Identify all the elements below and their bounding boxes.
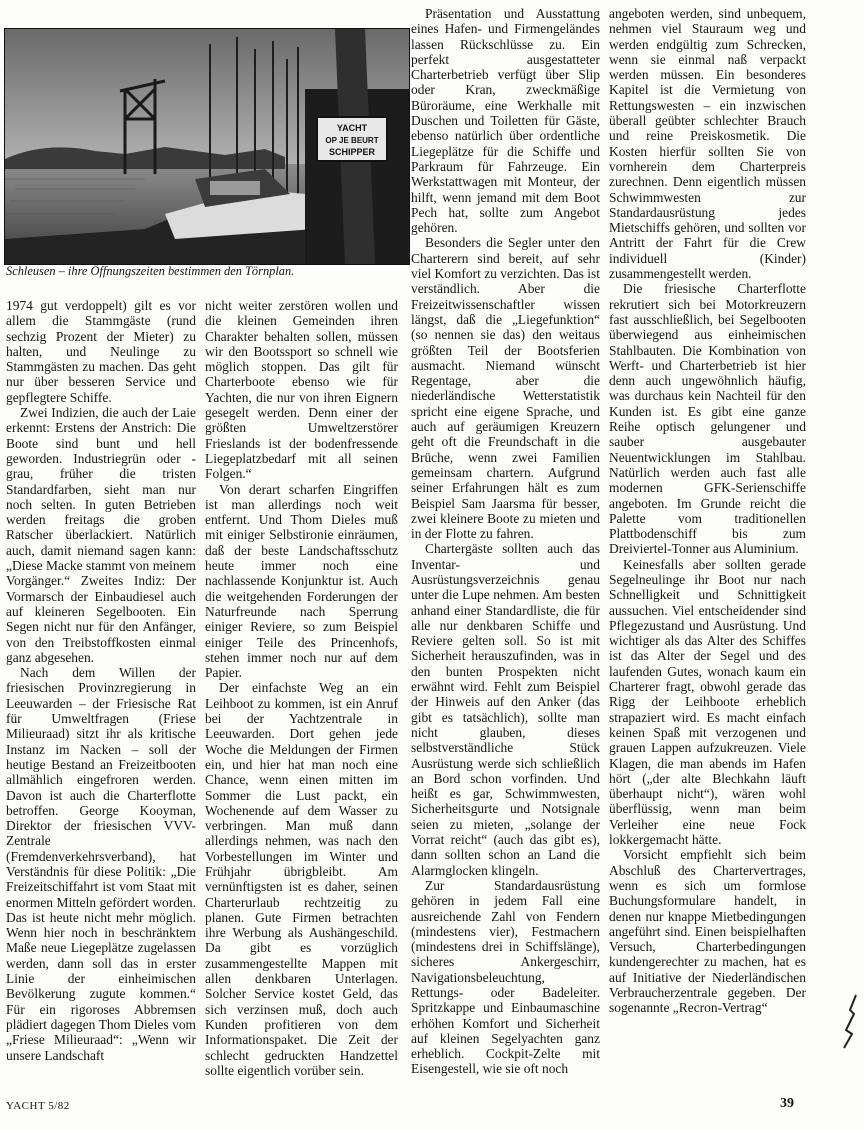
text-column-2 bbox=[205, 298, 398, 1094]
page-number: 39 bbox=[780, 1096, 794, 1111]
paragraph: Der einfachste Weg an ein Leihboot zu kommen, ist ein Anruf bei der Yachtzentrale in Leeuwarden. Dort gehen jede Woche die Meldungen der Firmen ein, und hier hat man noch eine Chance, wenn einen mitten im Sommer die Lust packt, ein Wochenende auf dem Wasser zu verbringen. Man muß dann allerdings nehmen, was nach den Vorbestellungen im Winter und Frühjahr übrigbleibt. Am vernünftigsten ist es daher, seinen Charterurlaub rechtzeitig zu planen. Gute Firmen betrachten ihre Werbung als Aushängeschild. Da gibt es vorzüglich zusammengestellte Mappen mit allen denkbaren Unterlagen. Solcher Service kostet Geld, das sich verzinsen muß, doch auch Kunden profitieren von dem Informationspaket. Die Zeit der schlecht gedruckten Handzettel sollte eigentlich vorüber sein. bbox=[205, 680, 398, 1078]
sign-line-1: YACHT bbox=[336, 123, 368, 133]
paragraph: Vorsicht empfiehlt sich beim Abschluß des Chartervertrages, wenn es sich um formlose Buchungsformulare handelt, in denen nur knappe Mietbedingungen angeführt sind. Einen beispielhaften Versuch, Charterbedingungen kundengerechter zu machen, hat es auf Initiative der Niederländischen Verbraucherzentrale gegeben. Der sogenannte „Recron-Vertrag“ bbox=[609, 847, 806, 1016]
scan-edge-mark bbox=[836, 990, 860, 1050]
paragraph: Von derart scharfen Eingriffen ist man allerdings noch weit entfernt. Und Thom Dieles muß mit einiger Selbstironie einräumen, daß der beste Landschaftsschutz heute immer noch eine nachlassende Konjunktur ist. Auch die weitgehenden Forderungen der Naturfreunde nach Sperrung einiger Reviere, so zum Beispiel einiger Teile des Princenhofs, stehen immer noch nur auf dem Papier. bbox=[205, 481, 398, 681]
photo-caption: Schleusen – ihre Öffnungszeiten bestimmen den Törnplan. bbox=[6, 264, 295, 278]
paragraph: 1974 gut verdoppelt) gilt es vor allem die Stammgäste (rund sechzig Prozent der Mieter) zu halten, und Neulinge zu Stammgästen zu machen. Das geht nur über besseren Service und gepflegtere Schiffe. bbox=[6, 298, 196, 405]
paragraph: Zwei Indizien, die auch der Laie erkennt: Erstens der Anstrich: Die Boote sind bunt und hell geworden. Industriegrün oder -grau, früher die tristen Standardfarben, sieht man nur noch selten. In guten Betrieben werden freitags die groben Ratscher überlackiert. Natürlich auch, damit niemand sagen kann: „Diese Macke stammt von meinem Vorgänger.“ Zweites Indiz: Der Vormarsch der Einbaudiesel auch auf kleineren Segelbooten. Ein Segen nicht nur für den Anfänger, von den Treibstoffkosten einmal ganz abgesehen. bbox=[6, 405, 196, 665]
paragraph: Die friesische Charterflotte rekrutiert sich bei Motorkreuzern fast ausschließlich, bei Segelbooten überwiegend aus einheimischen Stahlbauten. Die Kombination von Werft- und Charterbetrieb ist hier denn auch ungewöhnlich häufig, was durchaus kein Nachteil für den Kunden ist. Es gibt eine ganze Reihe optisch gelungener und sauber ausgebauter Neuentwicklungen im Stahlbau. Natürlich werden auch fast alle modernen GFK-Serienschiffe angeboten. Im Grunde reicht die Palette vom traditionellen Plattbodenschiff bis zum Dreiviertel-Tonner aus Aluminium. bbox=[609, 281, 806, 557]
sign-line-2: OP JE BEURT bbox=[325, 136, 379, 145]
paragraph: nicht weiter zerstören wollen und die kleinen Gemeinden ihren Charakter behalten sollen, müssen wir den Bootssport so schnell wie möglich stoppen. Das gilt für Charterboote ebenso wie für Yachten, die nur von ihren Eignern gesegelt werden. Denn einer der größten Umweltzerstörer Frieslands ist der bodenfressende Liegeplatzbedarf mit all seinen Folgen.“ bbox=[205, 298, 398, 482]
paragraph: Präsentation und Ausstattung eines Hafen- und Firmengeländes lassen Rückschlüsse zu. Ein perfekt ausgestatteter Charterbetrieb verfügt über Slip oder Kran, zweckmäßige Büroräume, eine Werkhalle mit Duschen und Toiletten für Gäste, ebenso natürlich über ordentliche Liegeplätze für die Schiffe und Parkraum für Fahrzeuge. Ein Werkstattwagen mit Monteur, der hilft, wenn jemand mit dem Boot Pech hat, sollte zum Angebot gehören. bbox=[411, 6, 600, 236]
text-column-1 bbox=[6, 298, 196, 1094]
text-column-3 bbox=[411, 6, 600, 1094]
paragraph: Besonders die Segler unter den Charterern sind bereit, auf sehr viel Komfort zu verzichten. Das ist verständlich. Aber die Freizeitwissenschaftler wissen längst, daß die „Liegefunktion“ (so nennen sie das) den weitaus größten Teil der Bootsferien ausmacht. Niemand wünscht Regentage, aber die niederländische Wetterstatistik spricht eine eigene Sprache, und auch auf geräumigen Kreuzern geht oft die Freundschaft in die Brüche, wenn zwei Familien gemeinsam chartern. Aufgrund seiner Erfahrungen hält es zum Beispiel Sam Jaarsma für besser, zwei kleinere Boote zu mieten und in der Flotte zu fahren. bbox=[411, 235, 600, 542]
harbor-photo bbox=[4, 28, 410, 265]
paragraph: Keinesfalls aber sollten gerade Segelneulinge ihr Boot nur nach Schnelligkeit und Schnittigkeit aussuchen. Viel entscheidender sind Pflegezustand und Ausrüstung. Und wichtiger als das Alter des Schiffes ist das Alter der Segel und des laufenden Gutes, wonach kaum ein Charterer fragt, obwohl gerade das Rigg der Leihboote erheblich strapaziert wird. Es macht einfach keinen Spaß mit verzogenen und grauen Lappen aufzukreuzen. Viele Klagen, die man abends im Hafen hört („der alte Blechkahn läuft überhaupt nicht“), wären wohl überflüssig, wenn man beim Verleiher eine neue Fock lokkergemacht hätte. bbox=[609, 556, 806, 848]
text-column-4 bbox=[609, 6, 806, 1094]
paragraph: Nach dem Willen der friesischen Provinzregierung in Leeuwarden – der Friesische Rat für Umweltfragen (Friese Milieuraad) sitzt ihr als kritische Instanz im Nacken – soll der heutige Bestand an Freizeitbooten allmählich eingefroren werden. Davon ist auch die Charterflotte betroffen. George Kooyman, Direktor der friesischen VVV-Zentrale (Fremdenverkehrsverband), hat Verständnis für diese Politik: „Die Freizeitschiffahrt ist vom Staat mit enormen Mitteln gefördert worden. Das ist heute nicht mehr möglich. Wenn hier noch in beschränktem Maße neue Liegeplätze zugelassen werden, dann soll das in erster Linie der einheimischen Bevölkerung zugute kommen.“ Für ein rigoroses Abbremsen plädiert dagegen Thom Dieles vom „Friese Milieuraad“: „Wenn wir unsere Landschaft bbox=[6, 665, 196, 1063]
paragraph: angeboten werden, sind unbequem, nehmen viel Stauraum weg und werden endgültig zum Schrecken, wenn sie einmal naß verpackt werden müssen. Ein besonderes Kapitel ist die Vermietung von Rettungswesten – ein inzwischen überall geübter schlechter Brauch und reine Preiskosmetik. Die Kosten hierfür sollten Sie von vornherein dem Charterpreis zurechnen. Denn eigentlich müssen Schwimmwesten zur Standardausrüstung jedes Mietschiffs gehören, und sollten vor Antritt der Fahrt für die Crew individuell (Kinder) zusammengestellt werden. bbox=[609, 6, 806, 282]
paragraph: Chartergäste sollten auch das Inventar- und Ausrüstungsverzeichnis genau unter die Lupe nehmen. Am besten anhand einer Standardliste, die für alle nur denkbaren Schiffe und Reviere gelten soll. So ist mit Sicherheit herauszufinden, was in den bunten Prospekten nicht erwähnt wird. Fehlt zum Beispiel der Hinweis auf den Anker (das gibt es tatsächlich), sollte man nicht glauben, dieses selbstverständliche Stück Ausrüstung werde sich schließlich an Bord schon vorfinden. Und heißt es gar, Schwimmwesten, Sicherheitsgurte und Notsignale seien zu mieten, „solange der Vorrat reicht“ (auch das gibt es), dann sollten schon an Land die Alarmglocken klingeln. bbox=[411, 541, 600, 878]
issue-label: YACHT 5/82 bbox=[6, 1100, 70, 1112]
sign-line-3: SCHIPPER bbox=[328, 147, 376, 157]
paragraph: Zur Standardausrüstung gehören in jedem Fall eine ausreichende Zahl von Fendern (mindestens vier), Festmachern (mindestens drei in Schiffslänge), sicheres Ankergeschirr, Navigationsbeleuchtung, Rettungs- oder Badeleiter. Spritzkappe und Einbaumaschine erhöhen Komfort und Sicherheit auf kleinen Segelyachten ganz erheblich. Cockpit-Zelte mit Eisengestell, wie sie oft noch bbox=[411, 877, 600, 1077]
